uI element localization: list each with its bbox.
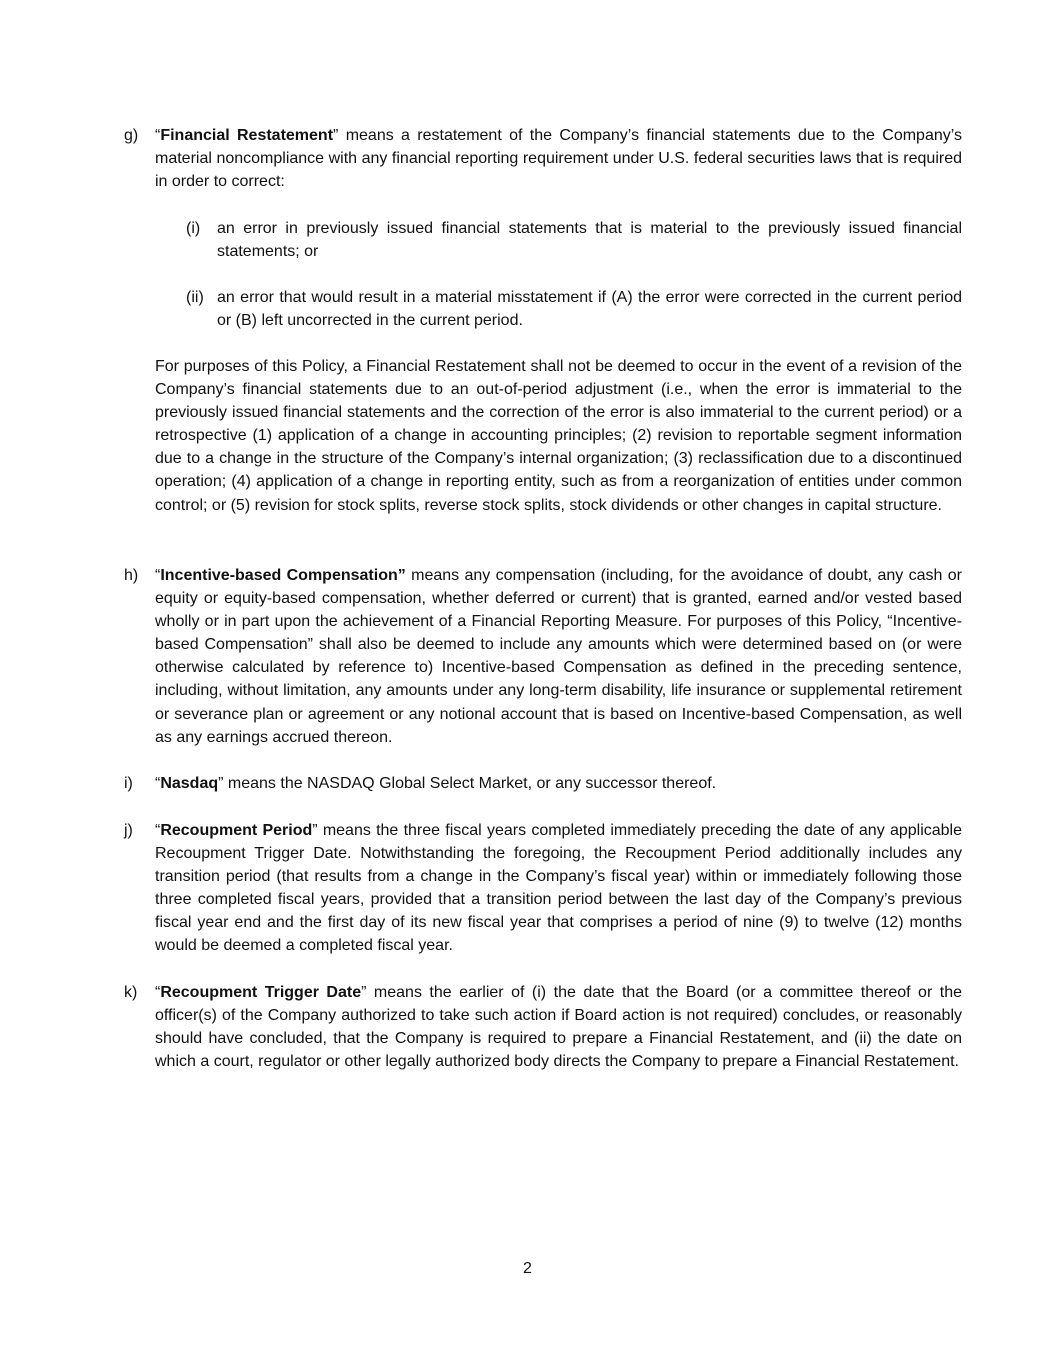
section-h-open-quote: “: [155, 567, 161, 584]
section-j-definition: [155, 819, 962, 958]
section-k-marker: k): [124, 984, 138, 1001]
section-j-text: ” means the three fiscal years completed immediately preceding the date of any applicable Recoupment Trigger Date. Notwithstanding the foregoing, the Recoupment Period additionally includes any transition period (that results from a change in the Company’s fiscal year) within or immediately following those three completed fiscal years, provided that a transition period between the last day of the Company’s previous fiscal year end and the first day of its new fiscal year that comprises a period of nine (9) to twelve (12) months would be deemed a completed fiscal year.: [155, 822, 962, 955]
section-h-definition: [155, 564, 962, 749]
section-g-item-i-text: an error in previously issued financial statements that is material to the previously issued financial statements; or: [217, 220, 962, 261]
section-h-text: means any compensation (including, for the avoidance of doubt, any cash or equity or equity-based compensation, whether deferred or current) that is granted, earned and/or vested based wholly or in part upon the achievement of a Financial Reporting Measure. For purposes of this Policy, “Incentive-based Compensation” shall also be deemed to include any amounts which were determined based on (or were otherwise calculated by reference to) Incentive-based Compensation as defined in the preceding sentence, including, without limitation, any amounts under any long-term disability, life insurance or supplemental retirement or severance plan or agreement or any notional account that is based on Incentive-based Compensation, as well as any earnings accrued thereon.: [155, 567, 963, 746]
section-g-item-ii-marker: (ii): [186, 289, 204, 306]
section-g-note: For purposes of this Policy, a Financial Restatement shall not be deemed to occur in the event of a revision of the Company’s financial statements due to an out-of-period adjustment (i.e., when the error is immaterial to the previously issued financial statements and the correction of the error is also immaterial to the current period) or a retrospective (1) application of a change in accounting principles; (2) revision to reportable segment information due to a change in the structure of the Company’s internal organization; (3) reclassification due to a discontinued operation; (4) application of a change in reporting entity, such as from a reorganization of entities under common control; or (5) revision for stock splits, reverse stock splits, stock dividends or other changes in capital structure.: [155, 358, 962, 514]
section-i-text: ” means the NASDAQ Global Select Market, or any successor thereof.: [218, 775, 717, 792]
section-g-item-i-marker: (i): [186, 220, 201, 237]
section-g-definition: [155, 124, 962, 193]
section-k-open-quote: “: [155, 984, 161, 1001]
section-g-marker: g): [124, 127, 139, 144]
section-k-term: Recoupment Trigger Date: [160, 984, 362, 1001]
section-j-term: Recoupment Period: [160, 822, 313, 839]
section-j-open-quote: “: [155, 822, 161, 839]
section-h-marker: h): [124, 567, 139, 584]
section-g-term: Financial Restatement: [160, 127, 334, 144]
page-number: 2: [523, 1260, 532, 1277]
section-k-definition: [155, 981, 962, 1073]
section-i-open-quote: “: [155, 775, 161, 792]
section-k-text: ” means the earlier of (i) the date that the Board (or a committee thereof or the officer(s) of the Company authorized to take such action if Board action is not required) concludes, or reasonably should have concluded, that the Company is required to prepare a Financial Restatement, and (ii) the date on which a court, regulator or other legally authorized body directs the Company to prepare a Financial Restatement.: [155, 984, 962, 1071]
section-h-term: Incentive-based Compensation”: [160, 567, 406, 584]
section-j-marker: j): [124, 822, 133, 839]
section-g-item-ii-text: an error that would result in a material misstatement if (A) the error were corrected in the current period or (B) left uncorrected in the current period.: [217, 289, 962, 330]
section-i-definition: [155, 772, 962, 795]
section-g-text: ” means a restatement of the Company’s financial statements due to the Company’s material noncompliance with any financial reporting requirement under U.S. federal securities laws that is required in order to correct:: [155, 127, 963, 191]
section-g-open-quote: “: [155, 127, 161, 144]
section-i-term: Nasdaq: [160, 775, 219, 792]
section-i-marker: i): [124, 775, 133, 792]
